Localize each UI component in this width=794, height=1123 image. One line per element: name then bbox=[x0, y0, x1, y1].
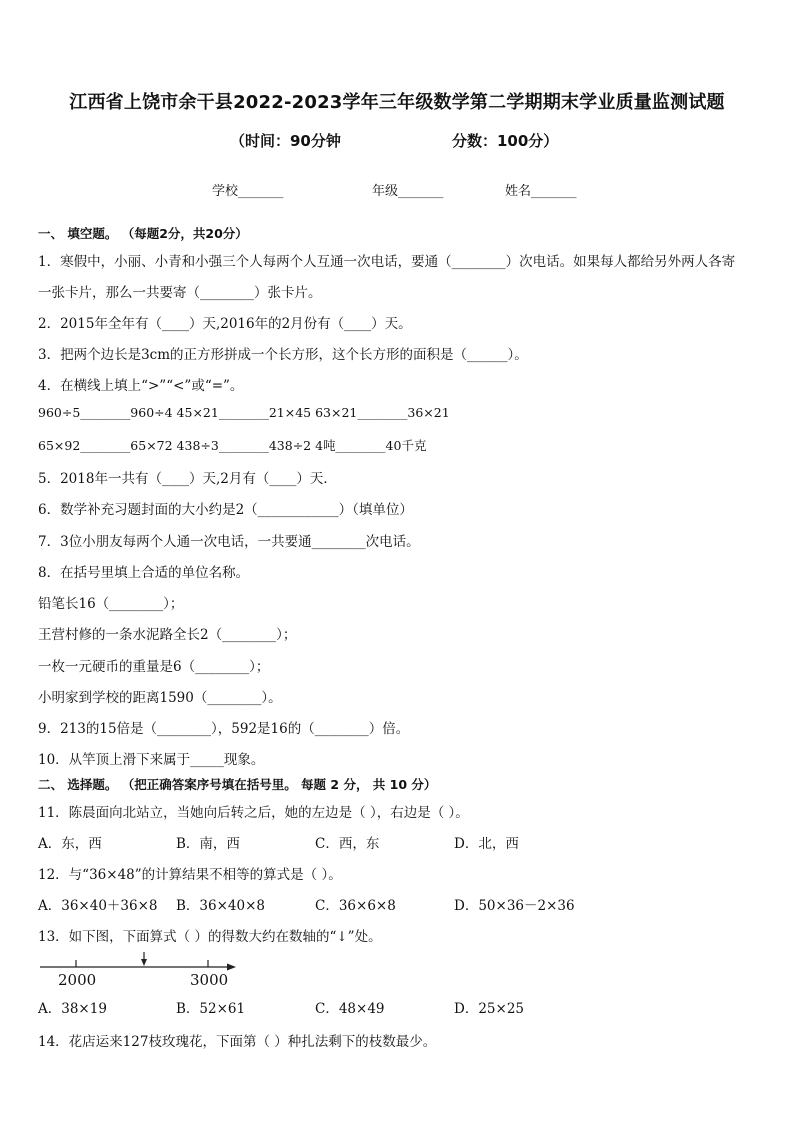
q5: 5．2018年一共有（____）天,2月有（____）天． bbox=[38, 471, 337, 487]
q4-row1: 960÷5________960÷4 45×21________21×45 63×21________36×21 bbox=[38, 405, 450, 420]
number-line-figure bbox=[38, 950, 238, 990]
name-field: 姓名_______ bbox=[505, 184, 577, 199]
q8-b: 王营村修的一条水泥路全长2（________）； bbox=[38, 627, 297, 643]
q12-option-c: C．36×6×8 bbox=[315, 898, 396, 914]
q12: 12．与“36×48”的计算结果不相等的算式是（ ）。 bbox=[38, 867, 342, 883]
q8-a: 铅笔长16（________）； bbox=[38, 596, 184, 612]
q4: 4．在横线上填上“>”“<”或“=”。 bbox=[38, 378, 244, 394]
q12-option-d: D．50×36－2×36 bbox=[454, 898, 575, 914]
q13-option-c: C．48×49 bbox=[315, 1001, 385, 1017]
q1-line2: 一张卡片，那么一共要寄（________）张卡片。 bbox=[38, 285, 322, 301]
exam-title: 江西省上饶市余干县2022-2023学年三年级数学第二学期期末学业质量监测试题 bbox=[69, 92, 725, 113]
score-label: 分数：100分） bbox=[452, 132, 559, 150]
grade-field: 年级_______ bbox=[372, 184, 444, 199]
school-field: 学校_______ bbox=[212, 184, 284, 199]
label-2000: 2000 bbox=[58, 971, 97, 989]
section2-heading: 二、 选择题。 （把正确答案序号填在括号里。 每题 2 分， 共 10 分） bbox=[38, 777, 437, 792]
q14: 14．花店运来127枝玫瑰花，下面第（ ）种扎法剩下的枝数最少。 bbox=[38, 1034, 437, 1050]
q12-option-a: A．36×40＋36×8 bbox=[38, 898, 158, 914]
q9: 9．213的15倍是（________），592是16的（________）倍。 bbox=[38, 721, 410, 737]
q11-option-c: C．西，东 bbox=[315, 836, 380, 852]
q8: 8．在括号里填上合适的单位名称。 bbox=[38, 565, 250, 581]
q13-option-d: D．25×25 bbox=[454, 1001, 524, 1017]
label-3000: 3000 bbox=[190, 971, 229, 989]
q8-c: 一枚一元硬币的重量是6（________）； bbox=[38, 659, 270, 675]
marker-arrow-head bbox=[141, 959, 147, 966]
time-label: （时间：90分钟 bbox=[230, 132, 341, 150]
q13-option-a: A．38×19 bbox=[38, 1001, 107, 1017]
q7: 7．3位小朋友每两个人通一次电话，一共要通________次电话。 bbox=[38, 534, 420, 550]
q13-option-b: B．52×61 bbox=[176, 1001, 246, 1017]
q11-option-b: B．南，西 bbox=[176, 836, 240, 852]
q11: 11．陈晨面向北站立，当她向后转之后，她的左边是（ ），右边是（ ）。 bbox=[38, 805, 469, 821]
q12-option-b: B．36×40×8 bbox=[176, 898, 265, 914]
q13: 13．如下图，下面算式（ ）的得数大约在数轴的“↓”处。 bbox=[38, 929, 382, 945]
q3: 3．把两个边长是3cm的正方形拼成一个长方形，这个长方形的面积是（______）。 bbox=[38, 347, 528, 363]
q2: 2．2015年全年有（____）天,2016年的2月份有（____）天。 bbox=[38, 316, 412, 332]
q6: 6．数学补充习题封面的大小约是2（____________）（填单位） bbox=[38, 502, 413, 518]
q4-row2: 65×92________65×72 438÷3________438÷2 4吨________40千克 bbox=[38, 438, 427, 453]
q8-d: 小明家到学校的距离1590（________）。 bbox=[38, 690, 282, 706]
section1-heading: 一、 填空题。 （每题2分，共20分） bbox=[38, 226, 248, 241]
q10: 10．从竿顶上滑下来属于_____现象。 bbox=[38, 752, 265, 768]
q11-option-a: A．东，西 bbox=[38, 836, 102, 852]
number-line-arrowhead bbox=[227, 964, 236, 971]
q11-option-d: D．北，西 bbox=[454, 836, 519, 852]
q1-line1: 1．寒假中，小丽、小青和小强三个人每两个人互通一次电话，要通（________）次电话。如果每人都给另外两人各寄 bbox=[38, 254, 736, 270]
